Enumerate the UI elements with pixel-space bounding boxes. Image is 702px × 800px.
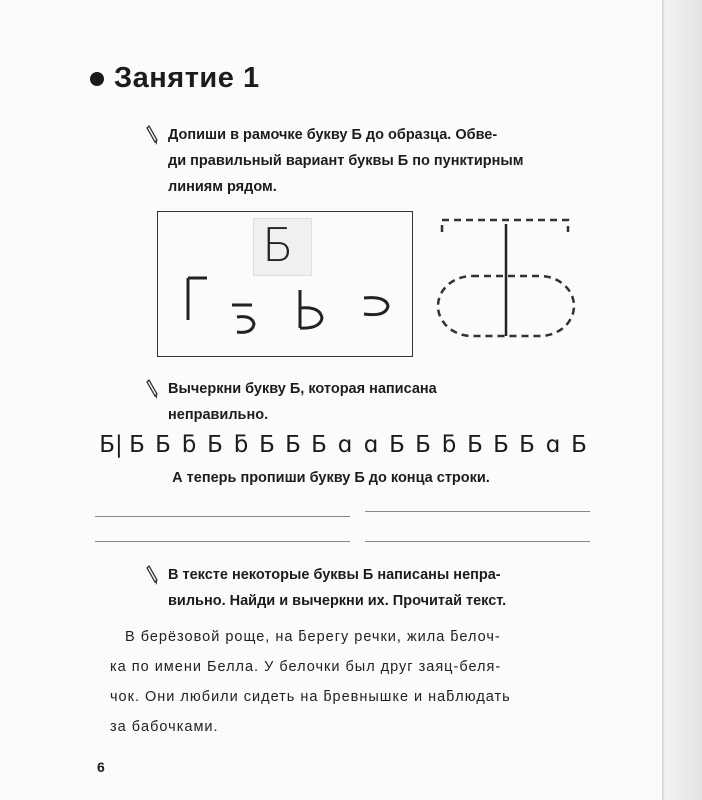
task2-instruction <box>146 376 437 428</box>
page-edge <box>662 0 702 800</box>
story-line: В берёзовой роще, на ƃерегу речки, жила ƃелоч- <box>125 629 501 645</box>
letter-item[interactable]: Б <box>129 432 145 458</box>
letter-item[interactable]: Б| <box>99 432 123 458</box>
letter-part-hook-2 <box>364 298 388 315</box>
story-text <box>110 622 600 742</box>
task2-line-2: неправильно. <box>168 407 269 423</box>
pencil-icon <box>146 378 160 400</box>
lesson-title: Занятие 1 <box>114 62 260 94</box>
lesson-header <box>90 62 260 95</box>
task4-line-1: В тексте некоторые буквы Б написаны непра- <box>168 567 501 583</box>
task2-line-1: Вычеркни букву Б, которая написана <box>168 381 437 397</box>
writing-line[interactable] <box>365 541 590 542</box>
letter-item[interactable]: ƃ <box>441 432 457 458</box>
story-line: за бaбочками. <box>110 719 219 735</box>
task4-line-2: вильно. Найди и вычеркни их. Прочитай текст. <box>168 593 507 609</box>
letter-item[interactable]: ɑ <box>337 432 353 458</box>
writing-line[interactable] <box>95 541 350 542</box>
task1-line-3: линиям рядом. <box>168 179 277 195</box>
task4-instruction <box>146 562 506 614</box>
letter-item[interactable]: Б <box>467 432 483 458</box>
letter-item[interactable]: ƃ <box>181 432 197 458</box>
bullet-icon <box>90 72 104 86</box>
sample-letter: Б <box>262 218 294 272</box>
writing-line[interactable] <box>365 511 590 512</box>
letter-item[interactable]: Б <box>415 432 431 458</box>
letter-item[interactable]: Б <box>311 432 327 458</box>
story-line: чок. Они любили сидеть на ƃревнышке и наƃлюдать <box>110 689 511 705</box>
letter-parts <box>180 270 400 342</box>
letter-part-soft-sign <box>300 290 322 328</box>
task1-instruction <box>146 122 523 200</box>
task1-line-1: Допиши в рамочке букву Б до образца. Обве- <box>168 127 498 143</box>
letter-item[interactable]: Б <box>389 432 405 458</box>
letter-item[interactable]: Б <box>207 432 223 458</box>
letter-item[interactable]: ɑ <box>363 432 379 458</box>
letter-item[interactable]: Б <box>259 432 275 458</box>
letter-item[interactable]: ɑ <box>545 432 561 458</box>
letter-item[interactable]: Б <box>571 432 587 458</box>
page-number: 6 <box>97 759 105 775</box>
letter-item[interactable]: Б <box>155 432 171 458</box>
story-line: ка по имени Белла. У белочки был друг заяц-беля- <box>110 659 502 675</box>
letter-item[interactable]: Б <box>285 432 301 458</box>
pencil-icon <box>146 124 160 146</box>
letter-row <box>98 432 592 458</box>
dotted-tracing-letter[interactable] <box>432 214 582 344</box>
letter-part-hook-1 <box>237 317 254 333</box>
pencil-icon <box>146 564 160 586</box>
task3-instruction: А теперь пропиши букву Б до конца строки. <box>172 470 490 486</box>
letter-item[interactable]: ƃ <box>233 432 249 458</box>
letter-item[interactable]: Б <box>519 432 535 458</box>
writing-line[interactable] <box>95 516 350 517</box>
task1-line-2: ди правильный вариант буквы Б по пунктирным <box>168 153 524 169</box>
letter-part-g <box>188 278 207 320</box>
letter-item[interactable]: Б <box>493 432 509 458</box>
